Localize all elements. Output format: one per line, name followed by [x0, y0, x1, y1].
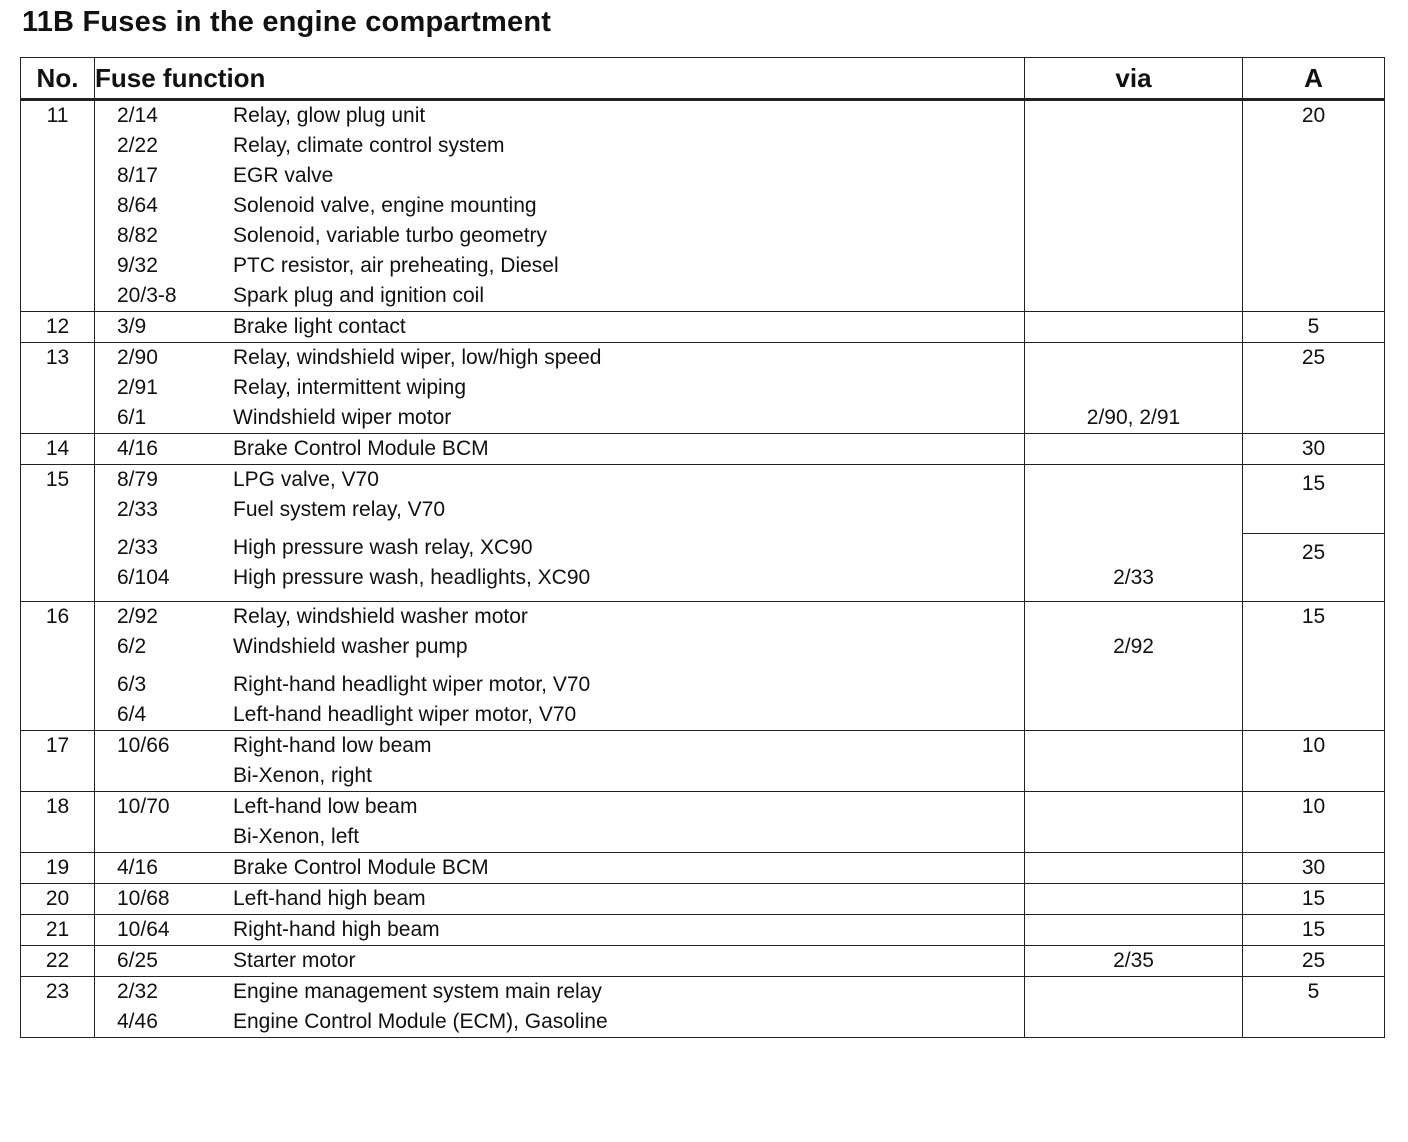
component-code: 20/3-8	[117, 284, 177, 307]
via-value	[1025, 251, 1242, 281]
component-description: Spark plug and ignition coil	[233, 284, 484, 307]
via-value	[1025, 465, 1242, 495]
header-row	[21, 58, 1385, 100]
amperage-cell	[1243, 465, 1385, 602]
fuse-function-line	[95, 495, 1024, 525]
fuse-function-line	[95, 1007, 1024, 1037]
via-value	[1025, 373, 1242, 403]
amperage-cell: 15	[1243, 884, 1385, 915]
component-code: 6/2	[117, 635, 147, 658]
via-value	[1025, 915, 1242, 945]
fuse-number: 14	[21, 434, 95, 465]
component-description: PTC resistor, air preheating, Diesel	[233, 254, 559, 277]
fuse-table	[20, 57, 1385, 1038]
component-description: Relay, windshield wiper, low/high speed	[233, 346, 602, 369]
fuse-row	[21, 312, 1385, 343]
fuse-row	[21, 731, 1385, 792]
component-code: 3/9	[117, 315, 147, 338]
component-description: Brake Control Module BCM	[233, 856, 489, 879]
component-description: Relay, intermittent wiping	[233, 376, 467, 399]
component-description: LPG valve, V70	[233, 468, 379, 491]
via-value	[1025, 131, 1242, 161]
amperage-cell: 5	[1243, 312, 1385, 343]
amperage-cell: 15	[1243, 915, 1385, 946]
via-value	[1025, 822, 1242, 852]
fuse-function-line	[95, 373, 1024, 403]
via-value	[1025, 761, 1242, 791]
via-cell	[1025, 884, 1243, 915]
component-description: Engine Control Module (ECM), Gasoline	[233, 1010, 608, 1033]
via-cell	[1025, 731, 1243, 792]
component-description: Left-hand headlight wiper motor, V70	[233, 703, 577, 726]
fuse-function-line	[95, 101, 1024, 131]
fuse-row	[21, 465, 1385, 602]
fuse-number: 22	[21, 946, 95, 977]
fuse-function-line	[95, 977, 1024, 1007]
via-value	[1025, 853, 1242, 883]
component-description: Right-hand high beam	[233, 918, 440, 941]
fuse-row	[21, 434, 1385, 465]
via-value	[1025, 602, 1242, 632]
fuse-function-cell	[95, 312, 1025, 343]
component-description: Relay, climate control system	[233, 134, 505, 157]
fuse-function-line	[95, 563, 1024, 593]
amperage-cell: 10	[1243, 731, 1385, 792]
fuse-function-line	[95, 251, 1024, 281]
via-value	[1025, 700, 1242, 730]
fuse-function-line	[95, 946, 1024, 976]
fuse-number: 20	[21, 884, 95, 915]
component-description: Left-hand low beam	[233, 795, 418, 818]
fuse-function-line	[95, 403, 1024, 433]
fuse-row	[21, 946, 1385, 977]
via-value	[1025, 670, 1242, 700]
fuse-number: 16	[21, 602, 95, 731]
via-value	[1025, 884, 1242, 914]
component-code: 8/79	[117, 468, 158, 491]
col-header-amps: A	[1243, 58, 1385, 100]
via-cell	[1025, 792, 1243, 853]
amperage-cell: 15	[1243, 602, 1385, 731]
fuse-function-cell	[95, 465, 1025, 602]
fuse-function-cell	[95, 434, 1025, 465]
component-code: 6/3	[117, 673, 147, 696]
fuse-function-line	[95, 281, 1024, 311]
fuse-function-line	[95, 312, 1024, 342]
fuse-number: 23	[21, 977, 95, 1038]
component-description: Relay, windshield washer motor	[233, 605, 528, 628]
fuse-number: 12	[21, 312, 95, 343]
component-description: Engine management system main relay	[233, 980, 602, 1003]
fuse-number: 18	[21, 792, 95, 853]
component-description: Relay, glow plug unit	[233, 104, 426, 127]
component-description: EGR valve	[233, 164, 334, 187]
component-description: Right-hand low beam	[233, 734, 432, 757]
page-title: 11B Fuses in the engine compartment	[22, 6, 552, 38]
fuse-number: 13	[21, 343, 95, 434]
component-description: Solenoid, variable turbo geometry	[233, 224, 548, 247]
fuse-row	[21, 853, 1385, 884]
via-value	[1025, 495, 1242, 525]
component-code: 6/1	[117, 406, 147, 429]
via-value	[1025, 101, 1242, 131]
via-value	[1025, 434, 1242, 464]
via-value	[1025, 731, 1242, 761]
col-header-fuse-function: Fuse function	[95, 58, 1025, 100]
fuse-number: 11	[21, 100, 95, 312]
fuse-function-cell	[95, 946, 1025, 977]
via-cell	[1025, 312, 1243, 343]
fuse-function-cell	[95, 977, 1025, 1038]
via-value	[1025, 792, 1242, 822]
fuse-function-cell	[95, 884, 1025, 915]
component-code: 2/22	[117, 134, 158, 157]
amperage-cell: 10	[1243, 792, 1385, 853]
fuse-function-line	[95, 761, 1024, 791]
component-code: 9/32	[117, 254, 158, 277]
fuse-function-line	[95, 632, 1024, 662]
fuse-number: 15	[21, 465, 95, 602]
fuse-function-line	[95, 792, 1024, 822]
component-code: 8/17	[117, 164, 158, 187]
via-value	[1025, 1007, 1242, 1037]
via-value: 2/33	[1113, 566, 1154, 589]
component-code: 10/64	[117, 918, 170, 941]
fuse-function-cell	[95, 602, 1025, 731]
component-description: High pressure wash, headlights, XC90	[233, 566, 591, 589]
via-value	[1025, 343, 1242, 373]
amperage-cell: 5	[1243, 977, 1385, 1038]
fuse-function-line	[95, 191, 1024, 221]
fuse-function-line	[95, 602, 1024, 632]
via-cell	[1025, 602, 1243, 731]
component-code: 2/91	[117, 376, 158, 399]
component-description: Starter motor	[233, 949, 356, 972]
fuse-function-line	[95, 343, 1024, 373]
fuse-function-cell	[95, 853, 1025, 884]
amperage-value: 25	[1243, 533, 1384, 601]
fuse-row	[21, 602, 1385, 731]
fuse-row	[21, 343, 1385, 434]
fuse-row	[21, 977, 1385, 1038]
via-value	[1025, 977, 1242, 1007]
fuse-function-line	[95, 131, 1024, 161]
component-description: High pressure wash relay, XC90	[233, 536, 533, 559]
component-description: Brake Control Module BCM	[233, 437, 489, 460]
via-cell	[1025, 915, 1243, 946]
fuse-row	[21, 915, 1385, 946]
component-description: Right-hand headlight wiper motor, V70	[233, 673, 591, 696]
component-code	[95, 761, 233, 791]
fuse-function-line	[95, 853, 1024, 883]
component-description: Windshield wiper motor	[233, 406, 452, 429]
component-description: Fuel system relay, V70	[233, 498, 446, 521]
amperage-cell: 25	[1243, 946, 1385, 977]
fuse-function-line	[95, 161, 1024, 191]
fuse-function-line	[95, 221, 1024, 251]
component-code: 4/16	[117, 856, 158, 879]
fuse-function-line	[95, 915, 1024, 945]
component-description: Windshield washer pump	[233, 635, 468, 658]
via-cell	[1025, 343, 1243, 434]
fuse-function-line	[95, 884, 1024, 914]
via-cell	[1025, 946, 1243, 977]
component-code: 4/46	[117, 1010, 158, 1033]
via-cell	[1025, 977, 1243, 1038]
component-code: 2/32	[117, 980, 158, 1003]
amperage-cell: 25	[1243, 343, 1385, 434]
amperage-cell: 20	[1243, 100, 1385, 312]
component-code: 8/82	[117, 224, 158, 247]
amperage-value: 15	[1301, 472, 1326, 495]
fuse-function-line	[95, 700, 1024, 730]
fuse-function-cell	[95, 915, 1025, 946]
via-cell	[1025, 100, 1243, 312]
col-header-no: No.	[21, 58, 95, 100]
fuse-function-line	[95, 434, 1024, 464]
fuse-function-line	[95, 670, 1024, 700]
fuse-function-cell	[95, 100, 1025, 312]
component-code: 4/16	[117, 437, 158, 460]
component-code: 6/4	[117, 703, 147, 726]
fuse-function-cell	[95, 792, 1025, 853]
via-value	[1025, 191, 1242, 221]
component-description: Solenoid valve, engine mounting	[233, 194, 537, 217]
fuse-function-cell	[95, 343, 1025, 434]
via-value	[1025, 281, 1242, 311]
via-value	[1025, 161, 1242, 191]
via-cell	[1025, 434, 1243, 465]
via-value: 2/92	[1113, 635, 1154, 658]
amperage-cell: 30	[1243, 434, 1385, 465]
component-description: Brake light contact	[233, 315, 406, 338]
component-code: 10/70	[117, 795, 170, 818]
component-code: 2/14	[117, 104, 158, 127]
fuse-row	[21, 884, 1385, 915]
component-code: 6/104	[117, 566, 170, 589]
amperage-cell: 30	[1243, 853, 1385, 884]
fuse-number: 21	[21, 915, 95, 946]
fuse-number: 19	[21, 853, 95, 884]
component-code: 8/64	[117, 194, 158, 217]
component-description: Left-hand high beam	[233, 887, 426, 910]
fuse-function-cell	[95, 731, 1025, 792]
component-code	[95, 822, 233, 852]
component-code: 10/66	[117, 734, 170, 757]
component-description: Bi-Xenon, left	[233, 825, 360, 848]
via-value	[1025, 533, 1242, 563]
fuse-row	[21, 100, 1385, 312]
via-value: 2/90, 2/91	[1086, 406, 1181, 429]
component-code: 2/90	[117, 346, 158, 369]
via-cell	[1025, 465, 1243, 602]
component-code: 2/33	[117, 536, 158, 559]
fuse-function-line	[95, 533, 1024, 563]
col-header-via: via	[1025, 58, 1243, 100]
via-value	[1025, 312, 1242, 342]
fuse-row	[21, 792, 1385, 853]
component-code: 10/68	[117, 887, 170, 910]
fuse-number: 17	[21, 731, 95, 792]
component-code: 2/92	[117, 605, 158, 628]
fuse-function-line	[95, 822, 1024, 852]
fuse-table-body	[21, 100, 1385, 1038]
component-description: Bi-Xenon, right	[233, 764, 372, 787]
via-value: 2/35	[1113, 949, 1154, 972]
via-cell	[1025, 853, 1243, 884]
fuse-function-line	[95, 731, 1024, 761]
fuse-function-line	[95, 465, 1024, 495]
component-code: 2/33	[117, 498, 158, 521]
via-value	[1025, 221, 1242, 251]
component-code: 6/25	[117, 949, 158, 972]
